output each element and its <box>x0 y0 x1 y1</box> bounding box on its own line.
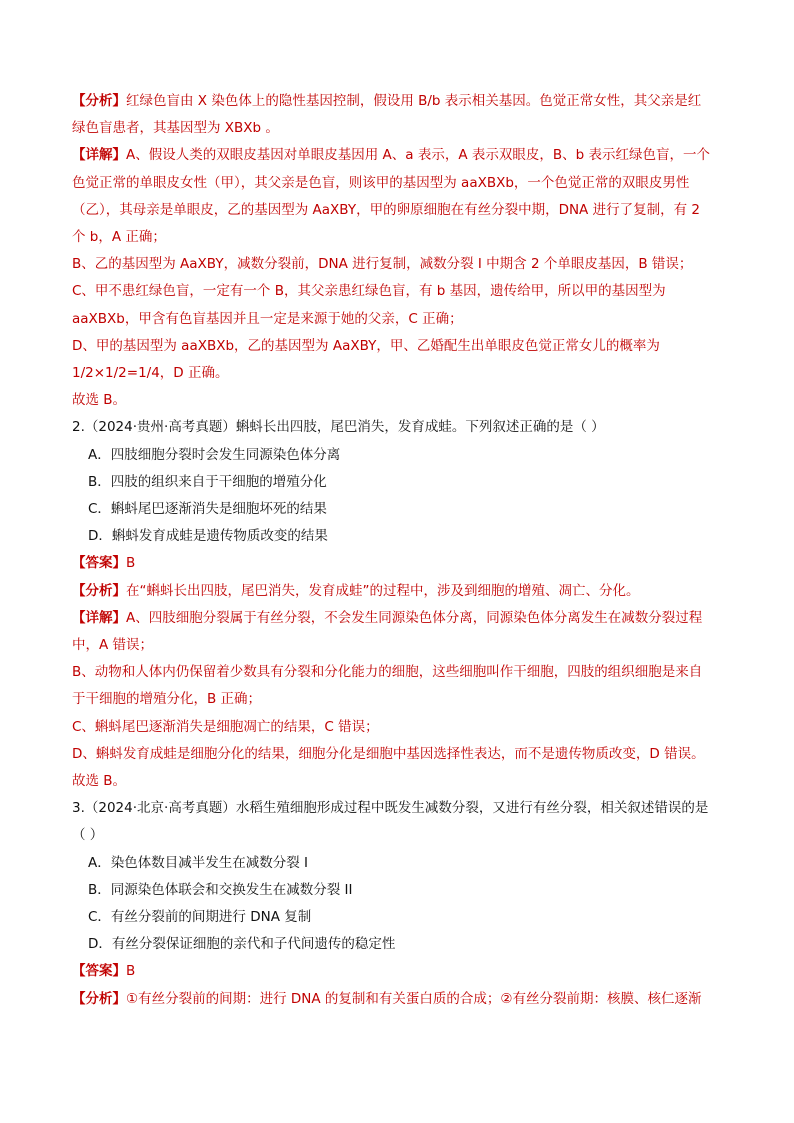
line-text: D、蝌蚪发育成蛙是细胞分化的结果，细胞分化是细胞中基因选择性表达，而不是遗传物质改变，D 错误。 <box>72 745 705 762</box>
line-text: B．四肢的组织来自于干细胞的增殖分化 <box>88 473 327 490</box>
line-text: 3.（2024·北京·高考真题）水稻生殖细胞形成过程中既发生减数分裂，又进行有丝分裂，相关叙述错误的是 <box>72 800 709 817</box>
section-tag: 【答案】 <box>72 963 126 980</box>
section-tag: 【详解】 <box>72 147 126 164</box>
text-line <box>72 826 103 844</box>
line-text: （ ） <box>72 827 104 844</box>
option-line <box>88 446 340 464</box>
line-text: aaXBXb，甲含有色盲基因并且一定是来源于她的父亲，C 正确； <box>72 310 463 327</box>
line-text: B．同源染色体联会和交换发生在减数分裂 II <box>88 881 353 898</box>
option-line <box>88 527 328 545</box>
line-text: B <box>126 963 136 980</box>
option-line <box>88 854 308 872</box>
section-tag: 【答案】 <box>72 555 126 572</box>
section-line <box>72 990 702 1008</box>
text-line <box>72 391 126 409</box>
option-line <box>88 881 353 899</box>
line-text: 于干细胞的增殖分化，B 正确； <box>72 691 262 708</box>
line-text: B、乙的基因型为 AaXBY，减数分裂前，DNA 进行复制，减数分裂 I 中期含 2 个单眼皮基因，B 错误； <box>72 256 693 273</box>
text-line <box>72 337 660 355</box>
line-text: A、四肢细胞分裂属于有丝分裂，不会发生同源染色体分离，同源染色体分离发生在减数分裂过程 <box>126 609 703 626</box>
text-line <box>72 174 689 192</box>
line-text: 故选 B。 <box>72 392 127 409</box>
text-line <box>72 772 126 790</box>
line-text: 故选 B。 <box>72 773 127 789</box>
section-tag: 【分析】 <box>72 582 126 599</box>
section-line <box>72 962 135 980</box>
line-text: （乙），其母亲是单眼皮，乙的基因型为 AaXBY，甲的卵原细胞在有丝分裂中期，DNA 进行了复制，有 2 <box>72 201 700 218</box>
text-line <box>72 228 166 246</box>
line-text: C、甲不患红绿色盲，一定有一个 B，其父亲患红绿色盲，有 b 基因，遗传给甲，所以甲的基因型为 <box>72 283 666 300</box>
section-tag: 【分析】 <box>72 93 126 109</box>
line-text: C．有丝分裂前的间期进行 DNA 复制 <box>88 909 312 925</box>
text-line <box>72 718 379 736</box>
text-line <box>72 663 702 681</box>
line-text: D、甲的基因型为 aaXBXb，乙的基因型为 AaXBY，甲、乙婚配生出单眼皮色觉正常女儿的概率为 <box>72 337 660 354</box>
line-text: B <box>126 555 136 572</box>
text-line <box>72 799 708 817</box>
option-line <box>88 935 395 953</box>
line-text: 绿色盲患者，其基因型为 XBXb 。 <box>72 120 279 137</box>
text-line <box>72 418 605 436</box>
section-tag: 【分析】 <box>72 990 126 1007</box>
line-text: 中，A 错误； <box>72 637 154 653</box>
section-line <box>72 609 702 627</box>
text-line <box>72 690 261 708</box>
line-text: 在“蝌蚪长出四肢，尾巴消失，发育成蛙”的过程中，涉及到细胞的增殖、凋亡、分化。 <box>126 582 640 599</box>
text-line <box>72 310 463 328</box>
text-line <box>72 636 153 654</box>
text-line <box>72 119 279 137</box>
section-line <box>72 92 701 110</box>
section-line <box>72 554 135 572</box>
text-line <box>72 282 666 300</box>
line-text: C．蝌蚪尾巴逐渐消失是细胞坏死的结果 <box>88 501 327 517</box>
line-text: B、动物和人体内仍保留着少数具有分裂和分化能力的细胞，这些细胞叫作干细胞，四肢的组织细胞是来自 <box>72 664 703 681</box>
line-text: ①有丝分裂前的间期：进行 DNA 的复制和有关蛋白质的合成；②有丝分裂前期：核膜、核仁逐渐 <box>126 990 702 1007</box>
line-text: 色觉正常的单眼皮女性（甲），其父亲是色盲，则该甲的基因型为 aaXBXb，一个色觉正常的双眼皮男性 <box>72 174 690 191</box>
option-line <box>88 473 327 491</box>
section-line <box>72 582 640 600</box>
line-text: D．蝌蚪发育成蛙是遗传物质改变的结果 <box>88 528 328 545</box>
line-text: 2.（2024·贵州·高考真题）蝌蚪长出四肢，尾巴消失，发育成蛙。下列叙述正确的是（ ） <box>72 419 605 436</box>
line-text: C、蝌蚪尾巴逐渐消失是细胞凋亡的结果，C 错误； <box>72 718 379 735</box>
line-text: 个 b，A 正确； <box>72 229 166 245</box>
text-line <box>72 364 229 382</box>
line-text: D．有丝分裂保证细胞的亲代和子代间遗传的稳定性 <box>88 936 396 953</box>
line-text: A．四肢细胞分裂时会发生同源染色体分离 <box>88 446 341 463</box>
section-line <box>72 146 710 164</box>
line-text: A．染色体数目减半发生在减数分裂 I <box>88 854 309 871</box>
option-line <box>88 500 327 518</box>
text-line <box>72 255 692 273</box>
text-line <box>72 201 700 219</box>
line-text: 1/2×1/2=1/4，D 正确。 <box>72 365 229 381</box>
line-text: 红绿色盲由 X 染色体上的隐性基因控制，假设用 B/b 表示相关基因。色觉正常女性，其父亲是红 <box>126 93 702 109</box>
text-line <box>72 745 705 763</box>
line-text: A、假设人类的双眼皮基因对单眼皮基因用 A、a 表示，A 表示双眼皮，B、b 表示红绿色盲，一个 <box>126 147 710 164</box>
section-tag: 【详解】 <box>72 609 126 626</box>
option-line <box>88 908 311 926</box>
